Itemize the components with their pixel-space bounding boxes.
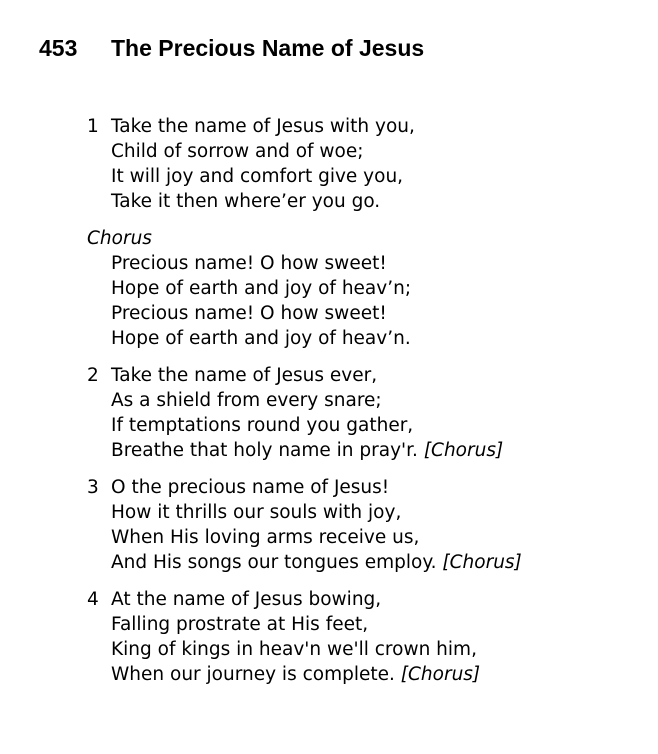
chorus-reference: [Chorus] [400,664,481,685]
hymn-title: The Precious Name of Jesus [111,35,425,61]
verse-line: King of kings in heav'n we'll crown him, [111,639,477,660]
verse-line [87,438,647,463]
chorus-label: Chorus [87,228,152,249]
verse-line-text: O the precious name of Jesus! [111,477,390,498]
verse-line: As a shield from every snare; [111,390,382,411]
verse-line-text: When our journey is complete. [111,664,395,685]
hymn-header [39,34,424,62]
verse-number: 3 [87,477,99,498]
verse-line: Falling prostrate at His feet, [111,614,369,635]
chorus-line: Hope of earth and joy of heav’n; [111,278,412,299]
verse-line [87,587,647,612]
chorus-line: Precious name! O how sweet! [111,253,387,274]
verse-4 [87,587,647,687]
verse-line-text: Take the name of Jesus ever, [111,365,378,386]
verse-3 [87,475,647,575]
verse-number: 1 [87,116,99,137]
chorus-line: Hope of earth and joy of heav’n. [111,328,411,349]
verse-1 [87,114,647,214]
verse-line [87,363,647,388]
hymn-number: 453 [39,35,78,61]
verse-line-text: At the name of Jesus bowing, [111,589,382,610]
verse-number: 4 [87,589,99,610]
verse-line [87,550,647,575]
verse-line: It will joy and comfort give you, [111,166,404,187]
chorus [87,226,647,351]
verse-line-text: Take the name of Jesus with you, [111,116,415,137]
verse-line [87,475,647,500]
verse-line [87,114,647,139]
verse-line-text: Breathe that holy name in pray'r. [111,440,418,461]
verse-2 [87,363,647,463]
chorus-reference: [Chorus] [442,552,522,573]
chorus-reference: [Chorus] [423,440,504,461]
verse-line: If temptations round you gather, [111,415,414,436]
verse-line: Take it then where’er you go. [111,191,381,212]
verse-line: Child of sorrow and of woe; [111,141,364,162]
verse-number: 2 [87,365,99,386]
verse-line: How it thrills our souls with joy, [111,502,402,523]
verse-line: When His loving arms receive us, [111,527,420,548]
verse-line [87,662,647,687]
chorus-line: Precious name! O how sweet! [111,303,387,324]
verse-line-text: And His songs our tongues employ. [111,552,437,573]
lyrics [87,114,647,687]
